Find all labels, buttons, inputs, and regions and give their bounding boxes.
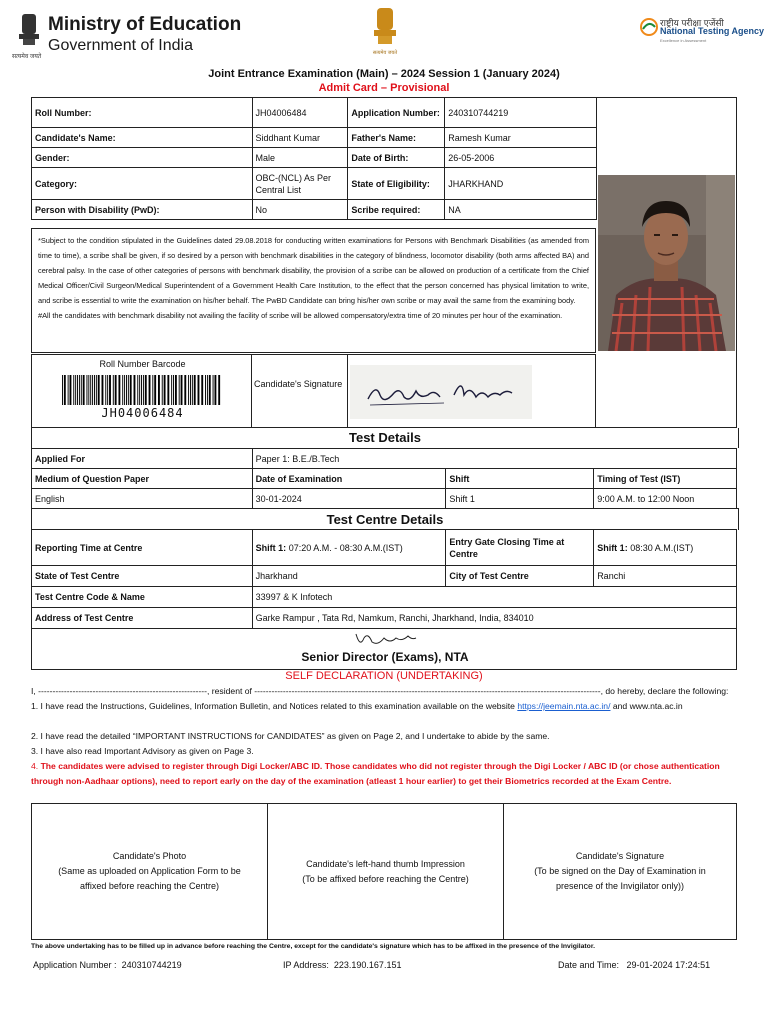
barcode-bar <box>152 375 153 405</box>
candidate-signature-image <box>350 365 532 419</box>
barcode-bar <box>173 375 174 405</box>
state-eligibility-value: JHARKHAND <box>445 168 597 200</box>
barcode-bar <box>128 375 129 405</box>
jeemain-link[interactable]: https://jeemain.nta.ac.in/ <box>517 701 611 711</box>
sign-box-title: Candidate's Signature <box>575 851 665 861</box>
footer-ip-label: IP Address: <box>283 960 329 970</box>
barcode-bar <box>214 375 216 405</box>
declaration-line-2: 2. I have read the detailed “IMPORTANT INSTRUCTIONS for CANDIDATES” as given on Page 2, and I undertake to abide by the same. <box>31 731 550 741</box>
gate-closing-text: 08:30 A.M.(IST) <box>630 542 694 553</box>
barcode-bar <box>70 375 72 405</box>
barcode-bar <box>94 375 95 405</box>
barcode-bar <box>81 375 82 405</box>
barcode-bar <box>141 375 142 405</box>
self-declaration-title: SELF DECLARATION (UNDERTAKING) <box>285 670 483 682</box>
thumb-box-note: (To be affixed before reaching the Centre) <box>302 873 469 884</box>
shift-label: Shift <box>446 469 594 489</box>
scribe-label: Scribe required: <box>348 200 445 220</box>
barcode-bar <box>209 375 211 405</box>
declaration-line-3: 3. I have also read Important Advisory as given on Page 3. <box>31 746 254 756</box>
photo-box-note: (Same as uploaded on Application Form to be affixed before reaching the Centre) <box>58 866 241 891</box>
emblem-motto: सत्यमेव जयते <box>12 54 42 60</box>
barcode-bar <box>175 375 177 405</box>
barcode-bar <box>145 375 147 405</box>
barcode-bar <box>79 375 80 405</box>
applied-for-label: Applied For <box>32 449 253 469</box>
barcode-bar <box>98 375 100 405</box>
test-details-table <box>31 448 737 509</box>
test-centre-table <box>31 529 737 629</box>
barcode-bar <box>184 375 186 405</box>
barcode-bar <box>167 375 169 405</box>
barcode-bar <box>188 375 189 405</box>
nta-tagline: Excellence in Assessment <box>660 38 707 43</box>
barcode-bar <box>143 375 144 405</box>
director-signature-icon <box>350 630 420 650</box>
barcode-bar <box>90 375 91 405</box>
declaration-line-4-text: The candidates were advised to register through Digi Locker/ABC ID. Those candidates who did not register through the Digi Locker / ABC ID (or chose authentication through non-Aadhaar options), need to report early on the day of the examination (atleast 1 hour earlier) to get their Biometrics recorded at the Exam Centre. <box>31 761 720 786</box>
medium-value: English <box>32 489 253 509</box>
barcode-bar <box>213 375 214 405</box>
pwd-label: Person with Disability (PwD): <box>32 200 253 220</box>
pwd-note-paragraph-1: *Subject to the condition stipulated in the Guidelines dated 29.08.2018 for conducting written examinations for Persons with Benchmark Disabilities (as amended from time to time), a scribe shall be given, if so desired by a person with benchmark disabilities in the category of blindness, locomotor disability (both arms affected BA) and cerebral palsy. In the case of other categories of persons with benchmark disability, the provision of a scribe can be allowed on production of a certificate from the Chief Medical Officer/Civil Surgeon/Medical Superintendent of a Government Health Care Institution, to the effect that the person concerned has physical limitation to write, and scribe is essential to write the examination on his/her behalf. The PwBD Candidate can bring his/her own scribe or may avail the same from the examining body. <box>38 236 589 305</box>
declaration-line-4-number: 4. <box>31 761 41 771</box>
barcode-bar <box>171 375 172 405</box>
barcode-bar <box>62 375 63 405</box>
government-name: Government of India <box>48 37 193 54</box>
director-signature-box <box>31 628 737 670</box>
reporting-time-label: Reporting Time at Centre <box>32 530 253 566</box>
director-title: Senior Director (Exams), NTA <box>301 650 469 664</box>
exam-date-value: 30-01-2024 <box>252 489 446 509</box>
footer-application-number <box>33 960 182 970</box>
signature-image-cell <box>348 354 596 428</box>
barcode-bar <box>113 375 114 405</box>
barcode-bar <box>124 375 125 405</box>
centre-city-label: City of Test Centre <box>446 566 594 587</box>
nta-name: National Testing Agency <box>660 26 765 36</box>
barcode-bar <box>130 375 132 405</box>
sign-box-note: (To be signed on the Day of Examination in presence of the Invigilator only)) <box>534 866 706 891</box>
medium-label: Medium of Question Paper <box>32 469 253 489</box>
barcode-bar <box>92 375 93 405</box>
barcode-bar <box>83 375 85 405</box>
roll-number-value: JH04006484 <box>252 98 348 128</box>
barcode-bar <box>115 375 117 405</box>
applied-for-value: Paper 1: B.E./B.Tech <box>252 449 736 469</box>
barcode-bar <box>194 375 196 405</box>
barcode-bar <box>122 375 123 405</box>
candidate-signature-box <box>504 804 736 939</box>
nta-hindi-name: राष्ट्रीय परीक्षा एजेंसी <box>660 18 724 28</box>
state-eligibility-label: State of Eligibility: <box>348 168 445 200</box>
footer-ip-value: 223.190.167.151 <box>333 960 402 970</box>
candidate-signature-label: Candidate's Signature <box>254 379 343 389</box>
barcode-number: JH04006484 <box>101 406 184 420</box>
barcode-bar <box>102 375 104 405</box>
declaration-line-1 <box>31 699 741 714</box>
barcode-bar <box>88 375 89 405</box>
dob-label: Date of Birth: <box>348 148 445 168</box>
thumb-box-title: Candidate's left-hand thumb Impression <box>306 858 465 869</box>
footer-dt-label: Date and Time: <box>558 960 620 970</box>
gender-label: Gender: <box>32 148 253 168</box>
barcode-bar <box>68 375 69 405</box>
application-number-value: 240310744219 <box>445 98 597 128</box>
barcode-bar <box>190 375 191 405</box>
roll-number-label: Roll Number: <box>32 98 253 128</box>
barcode-bar <box>198 375 200 405</box>
barcode-bar <box>105 375 106 405</box>
category-label: Category: <box>32 168 253 200</box>
centre-address-value: Garke Rampur , Tata Rd, Namkum, Ranchi, Jharkhand, India, 834010 <box>252 608 736 629</box>
pwd-note-paragraph-2: #All the candidates with benchmark disability not availing the facility of scribe will be allowed compensatory/extra time of 20 minutes per hour of the examination. <box>38 311 563 320</box>
dob-value: 26-05-2006 <box>445 148 597 168</box>
candidate-photo-box <box>32 804 268 939</box>
barcode-cell <box>31 354 252 428</box>
barcode-bar <box>64 375 66 405</box>
barcode-bar <box>96 375 97 405</box>
center-emblem <box>368 6 402 56</box>
category-value: OBC-(NCL) As Per Central List <box>252 168 348 200</box>
nta-logo <box>640 16 765 52</box>
footer-date-time <box>558 960 710 970</box>
barcode-bar <box>109 375 111 405</box>
exam-date-label: Date of Examination <box>252 469 446 489</box>
barcode-bar <box>73 375 74 405</box>
barcode-bar <box>154 375 156 405</box>
gate-closing-value <box>594 530 737 566</box>
timing-label: Timing of Test (IST) <box>594 469 737 489</box>
gate-shift-label: Shift 1: <box>597 542 628 553</box>
shift-value: Shift 1 <box>446 489 594 509</box>
footer-dt-value: 29-01-2024 17:24:51 <box>626 960 711 970</box>
affix-boxes <box>31 803 737 940</box>
footer-ip-address <box>283 960 401 970</box>
centre-code-value: 33997 & K Infotech <box>252 587 736 608</box>
barcode-bar <box>179 375 180 405</box>
barcode-bar <box>201 375 203 405</box>
father-name-label: Father's Name: <box>348 128 445 148</box>
reporting-time-text: 07:20 A.M. - 08:30 A.M.(IST) <box>288 542 403 553</box>
lion-capital-icon <box>368 6 402 56</box>
barcode-bar <box>86 375 87 405</box>
ministry-name: Ministry of Education <box>48 14 242 35</box>
barcode-bar <box>75 375 76 405</box>
barcode-bar <box>77 375 78 405</box>
barcode-bar <box>162 375 163 405</box>
barcode-bar <box>158 375 160 405</box>
admit-card-title: Admit Card – Provisional <box>318 82 450 94</box>
father-name-value: Ramesh Kumar <box>445 128 597 148</box>
signature-label-cell <box>252 354 348 428</box>
centre-state-label: State of Test Centre <box>32 566 253 587</box>
declaration-line-4 <box>31 759 741 789</box>
roll-number-barcode <box>62 375 222 405</box>
candidate-name-label: Candidate's Name: <box>32 128 253 148</box>
barcode-bar <box>134 375 136 405</box>
exam-title: Joint Entrance Examination (Main) – 2024 Session 1 (January 2024) <box>208 68 560 80</box>
candidate-photo-image <box>598 175 735 351</box>
reporting-time-value <box>252 530 446 566</box>
footer-appno-value: 240310744219 <box>121 960 182 970</box>
candidate-name-value: Siddhant Kumar <box>252 128 348 148</box>
national-emblem-icon <box>14 12 44 54</box>
centre-city-value: Ranchi <box>594 566 737 587</box>
centre-code-label: Test Centre Code & Name <box>32 587 253 608</box>
declaration-line-0: I, -----------------------------------------------------------, resident of -------------------------------------------------------------------------------------------------------------------------, do hereby, declare the following: <box>31 686 729 696</box>
barcode-bar <box>107 375 108 405</box>
barcode-bar <box>126 375 127 405</box>
ministry-logo <box>12 10 242 62</box>
thumb-impression-box <box>268 804 504 939</box>
scribe-value: NA <box>445 200 597 220</box>
barcode-bar <box>207 375 208 405</box>
pwd-value: No <box>252 200 348 220</box>
barcode-bar <box>192 375 193 405</box>
nta-swirl-icon <box>640 18 658 36</box>
barcode-bar <box>118 375 120 405</box>
barcode-bar <box>139 375 140 405</box>
barcode-bar <box>149 375 151 405</box>
timing-value: 9:00 A.M. to 12:00 Noon <box>594 489 737 509</box>
application-number-label: Application Number: <box>348 98 445 128</box>
handwritten-signature-icon <box>350 365 532 419</box>
undertaking-note: The above undertaking has to be filled up in advance before reaching the Centre, except for the candidate's signature which has to be affixed in the presence of the Invigilator. <box>31 943 595 950</box>
barcode-bar <box>218 375 220 405</box>
barcode-label: Roll Number Barcode <box>99 359 186 369</box>
pwd-scribe-note <box>31 228 596 353</box>
declaration-line-1-tail: and www.nta.ac.in <box>610 701 683 711</box>
declaration-line-1-text: 1. I have read the Instructions, Guidelines, Information Bulletin, and Notices related to this examination available on the website <box>31 701 518 711</box>
gender-value: Male <box>252 148 348 168</box>
candidate-photo <box>598 175 735 351</box>
barcode-bar <box>205 375 206 405</box>
barcode-bar <box>181 375 183 405</box>
candidate-details-table <box>31 97 597 220</box>
test-details-title: Test Details <box>31 428 739 448</box>
photo-box-title: Candidate's Photo <box>112 851 187 861</box>
test-centre-details-title: Test Centre Details <box>31 508 739 530</box>
centre-address-label: Address of Test Centre <box>32 608 253 629</box>
centre-state-value: Jharkhand <box>252 566 446 587</box>
footer-appno-label: Application Number : <box>33 960 117 970</box>
barcode-bar <box>164 375 166 405</box>
reporting-shift-label: Shift 1: <box>255 542 287 553</box>
barcode-bar <box>137 375 138 405</box>
center-motto: सत्यमेव जयते <box>372 50 398 56</box>
gate-closing-label: Entry Gate Closing Time at Centre <box>446 530 594 566</box>
